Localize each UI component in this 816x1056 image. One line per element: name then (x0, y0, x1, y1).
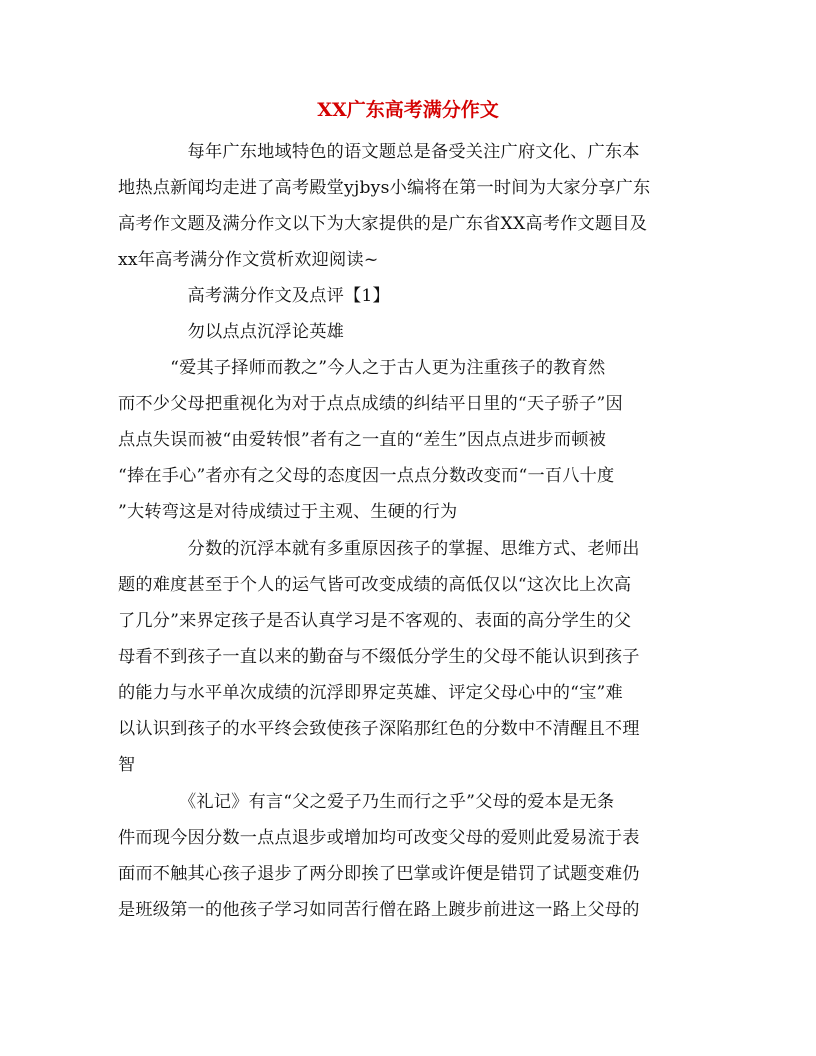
document-title: XX广东高考满分作文 (317, 99, 499, 121)
text-line: 是班级第一的他孩子学习如同苦行僧在路上踱步前进这一路上父母的 (118, 900, 640, 920)
text-line: 智 (118, 755, 136, 775)
text-line: ”大转弯这是对待成绩过于主观、生硬的行为 (118, 502, 458, 522)
text-line: “捧在手心”者亦有之父母的态度因一点点分数改变而“一百八十度 (118, 466, 615, 486)
text-line: 面而不触其心孩子退步了两分即挨了巴掌或许便是错罚了试题变难仍 (118, 864, 640, 884)
section-heading: 高考满分作文及点评【1】 (118, 286, 390, 306)
text-line: 地热点新闻均走进了高考殿堂yjbys小编将在第一时间为大家分享广东 (118, 178, 651, 198)
text-line: 题的难度甚至于个人的运气皆可改变成绩的高低仅以“这次比上次高 (118, 575, 632, 595)
text-line: 点点失误而被“由爱转恨”者有之一直的“差生”因点点进步而顿被 (118, 430, 607, 450)
text-line: 件而现今因分数一点点退步或增加均可改变父母的爱则此爱易流于表 (118, 828, 640, 848)
text-line: 母看不到孩子一直以来的勤奋与不缀低分学生的父母不能认识到孩子 (118, 647, 640, 667)
essay-title: 勿以点点沉浮论英雄 (118, 322, 345, 342)
text-line: 高考作文题及满分作文以下为大家提供的是广东省XX高考作文题目及 (118, 214, 648, 234)
text-line: 的能力与水平单次成绩的沉浮即界定英雄、评定父母心中的“宝”难 (118, 683, 623, 703)
text-line: “爱其子择师而教之”今人之于古人更为注重孩子的教育然 (118, 358, 606, 378)
text-line: 以认识到孩子的水平终会致使孩子深陷那红色的分数中不清醒且不理 (118, 719, 640, 739)
text-line: 分数的沉浮本就有多重原因孩子的掌握、思维方式、老师出 (118, 539, 640, 559)
text-line: xx年高考满分作文赏析欢迎阅读~ (118, 250, 379, 270)
text-line: 而不少父母把重视化为对于点点成绩的纠结平日里的“天子骄子”因 (118, 394, 623, 414)
text-line: 每年广东地域特色的语文题总是备受关注广府文化、广东本 (118, 142, 640, 162)
text-line: 了几分”来界定孩子是否认真学习是不客观的、表面的高分学生的父 (118, 611, 632, 631)
text-line: 《礼记》有言“父之爱子乃生而行之乎”父母的爱本是无条 (118, 792, 615, 812)
